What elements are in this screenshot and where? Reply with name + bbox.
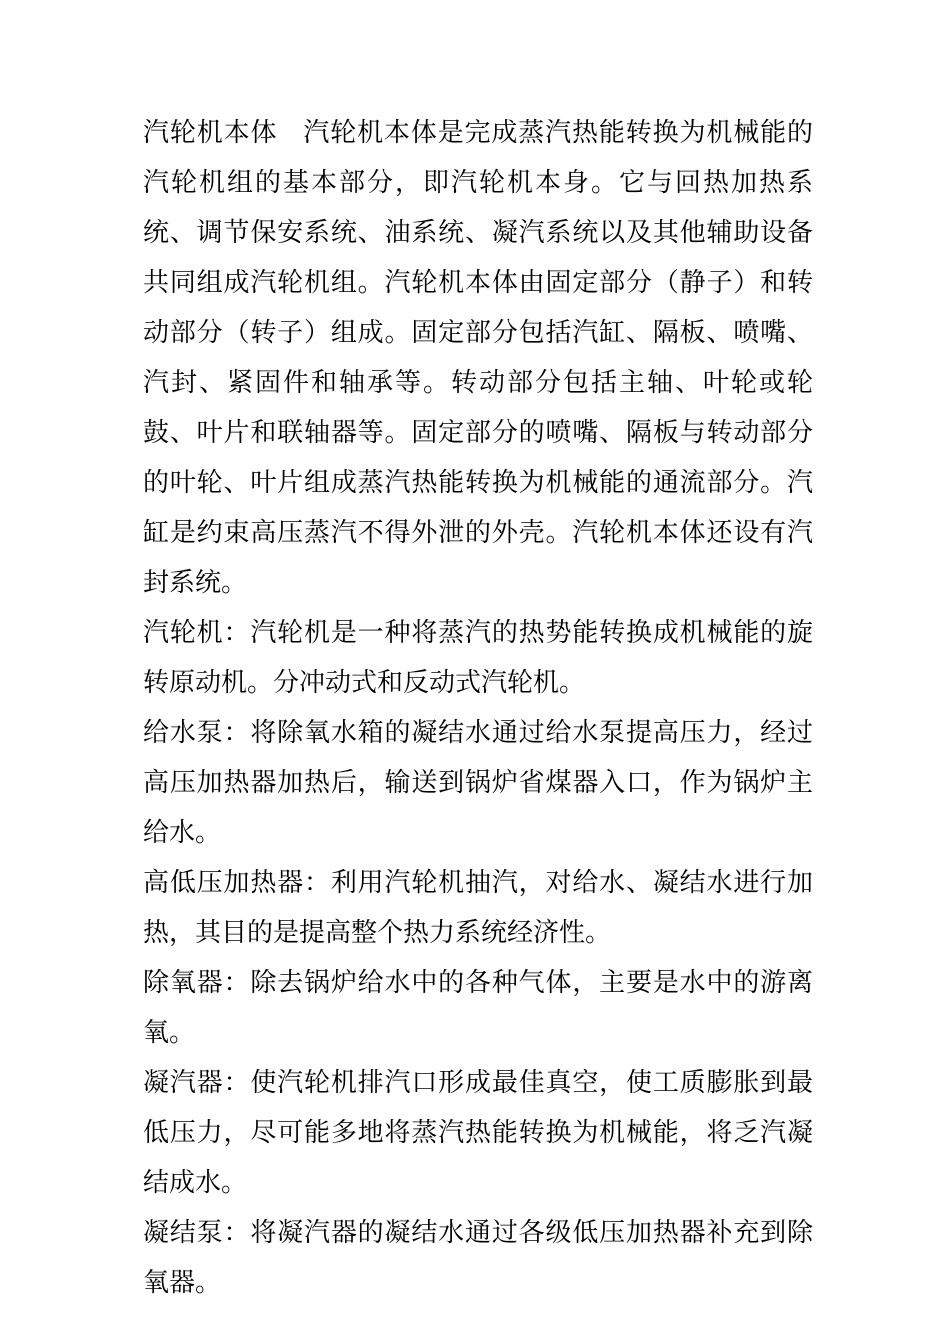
document-body bbox=[143, 108, 813, 1308]
paragraph-turbine-body bbox=[143, 108, 813, 608]
paragraph-deaerator: 除氧器：除去锅炉给水中的各种气体，主要是水中的游离氧。 bbox=[143, 968, 813, 1048]
text-turbine-body: 汽轮机本体是完成蒸汽热能转换为机械能的汽轮机组的基本部分，即汽轮机本身。它与回热加热系统、调节保安系统、油系统、凝汽系统以及其他辅助设备共同组成汽轮机组。汽轮机本体由固定部分（静子）和转动部分（转子）组成。固定部分包括汽缸、隔板、喷嘴、汽封、紧固件和轴承等。转动部分包括主轴、叶轮或轮鼓、叶片和联轴器等。固定部分的喷嘴、隔板与转动部分的叶轮、叶片组成蒸汽热能转换为机械能的通流部分。汽缸是约束高压蒸汽不得外泄的外壳。汽轮机本体还设有汽封系统。 bbox=[143, 118, 813, 598]
paragraph-feed-pump: 给水泵：将除氧水箱的凝结水通过给水泵提高压力，经过高压加热器加热后，输送到锅炉省煤器入口，作为锅炉主给水。 bbox=[143, 718, 813, 848]
paragraph-condenser: 凝汽器：使汽轮机排汽口形成最佳真空，使工质膨胀到最低压力，尽可能多地将蒸汽热能转换为机械能，将乏汽凝结成水。 bbox=[143, 1068, 813, 1198]
paragraph-condensate-pump: 凝结泵：将凝汽器的凝结水通过各级低压加热器补充到除氧器。 bbox=[143, 1218, 813, 1298]
term-turbine-body: 汽轮机本体 bbox=[143, 118, 278, 148]
paragraph-heaters: 高低压加热器：利用汽轮机抽汽，对给水、凝结水进行加热，其目的是提高整个热力系统经济性。 bbox=[143, 868, 813, 948]
paragraph-turbine: 汽轮机：汽轮机是一种将蒸汽的热势能转换成机械能的旋转原动机。分冲动式和反动式汽轮机。 bbox=[143, 618, 813, 698]
